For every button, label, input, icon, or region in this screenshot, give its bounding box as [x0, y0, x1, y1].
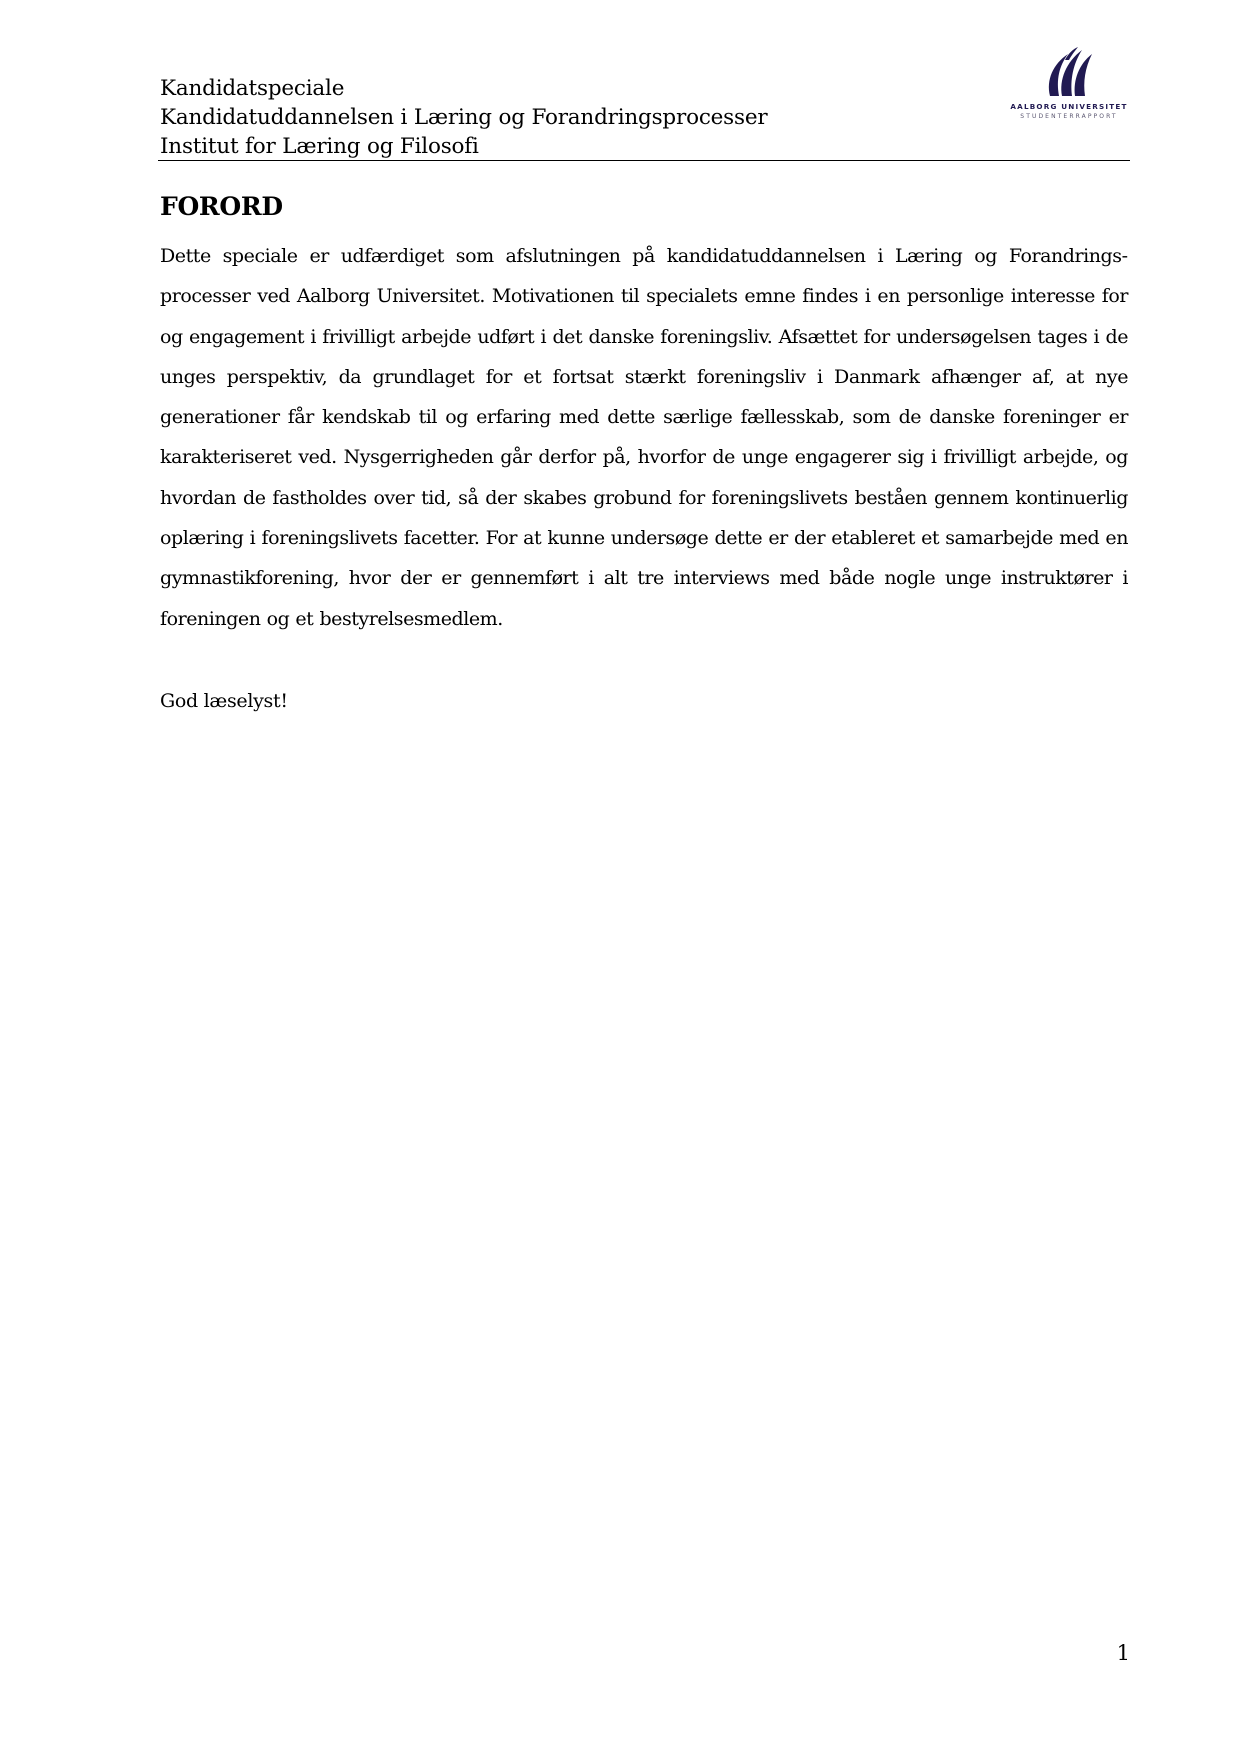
header-line-thesis-type: Kandidatspeciale	[160, 76, 345, 101]
page-number: 1	[1116, 1641, 1130, 1665]
closing-line: God læselyst!	[160, 690, 288, 712]
aau-waves-logo-icon	[1044, 46, 1094, 98]
logo-university-name: AALBORG UNIVERSITET	[1010, 102, 1128, 111]
logo-subtitle: STUDENTERRAPPORT	[1020, 113, 1118, 120]
foreword-paragraph: Dette speciale er udfærdiget som afslutningen på kandidatuddannelsen i Læring og Forandringsprocesser ved Aalborg Universitet. Motivationen til specialets emne findes i en personlige interesse for og engagement i frivilligt arbejde udført i det danske foreningsliv. Afsættet for undersøgelsen tages i de unges perspektiv, da grundlaget for et fortsat stærkt foreningsliv i Danmark afhænger af, at nye generationer får kendskab til og erfaring med dette særlige fællesskab, som de danske foreninger er karakteriseret ved. Nysgerrigheden går derfor på, hvorfor de unge engagerer sig i frivilligt arbejde, og hvordan de fastholdes over tid, så der skabes grobund for foreningslivets beståen gennem kontinuerlig oplæring i foreningslivets facetter. For at kunne undersøge dette er der etableret et samarbejde med en gymnastikforening, hvor der er gennemført i alt tre interviews med både nogle unge instruktører i foreningen og et bestyrelsesmedlem.	[160, 245, 1128, 630]
header-line-programme: Kandidatuddannelsen i Læring og Forandringsprocesser	[160, 105, 768, 130]
header-divider	[158, 160, 1130, 161]
page-title: FORORD	[160, 192, 283, 221]
university-logo	[1006, 46, 1132, 126]
document-header	[160, 74, 767, 161]
header-line-institute: Institut for Læring og Filosofi	[160, 134, 479, 159]
